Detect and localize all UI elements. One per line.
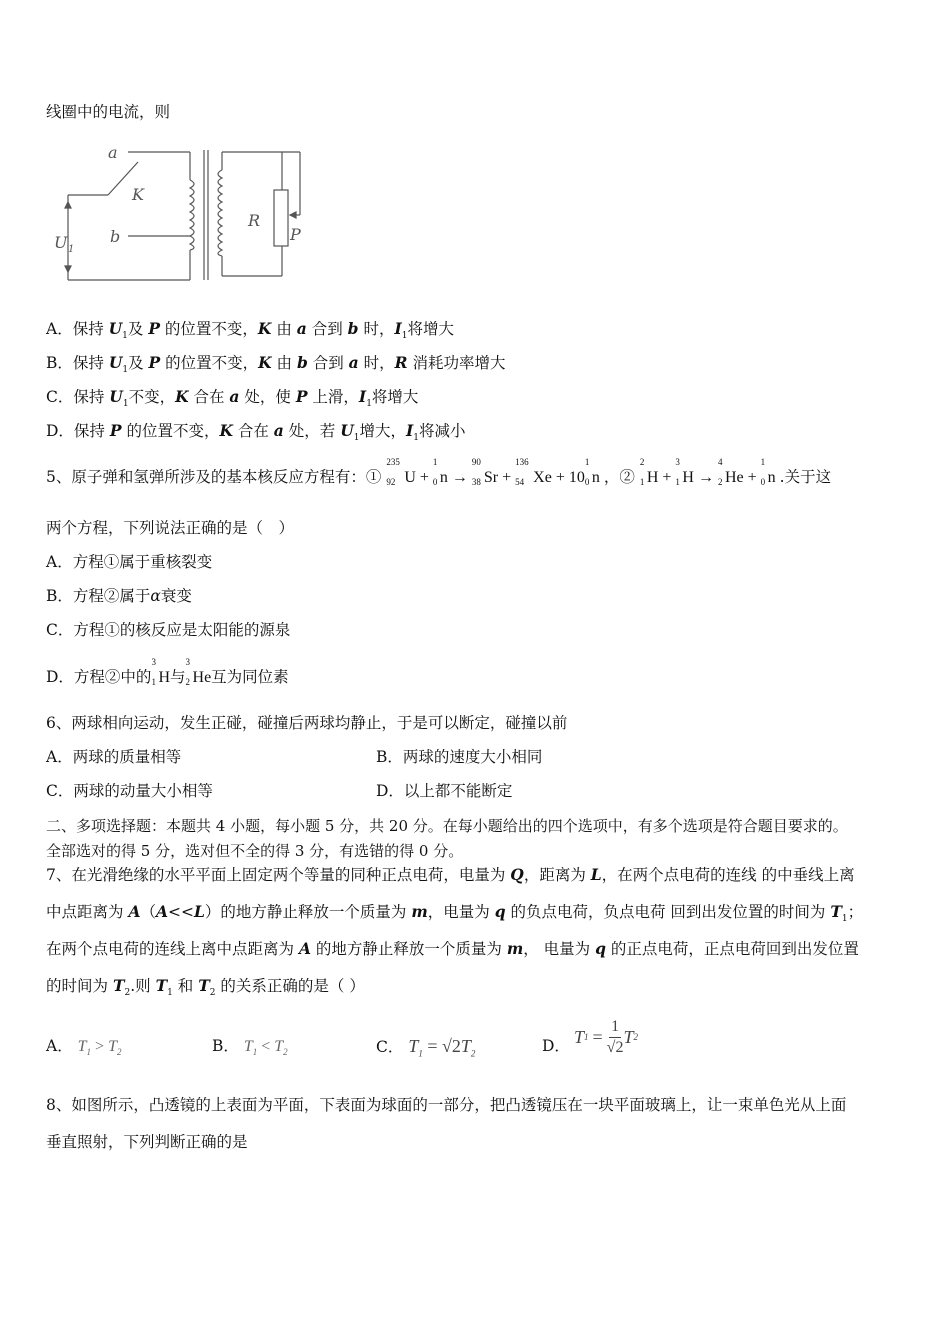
q5-stem-line2: 两个方程，下列说法正确的是（ ）	[46, 519, 295, 537]
q7-stem-line4: 的时间为 $T_2$.则 $T_1$ 和 $T_2$ 的关系正确的是（ ）	[46, 976, 365, 999]
q7-option-b: B． $T_1 < T_2$	[212, 1037, 288, 1058]
label-b: b	[110, 227, 121, 246]
q5-option-b: B．方程②属于α衰变	[46, 587, 192, 605]
label-K: K	[132, 185, 144, 204]
q4-option-c: C．保持 $U_1$不变，K 合在 a 处，使 P 上滑，$I_1$将增大	[46, 387, 419, 410]
q7-option-d-formula: T 1 = $\frac{1}{√2}$ T 2	[574, 1017, 638, 1056]
q7-stem-line1: 7、在光滑绝缘的水平平面上固定两个等量的同种正点电荷，电量为 Q，距离为 L，在两个点电荷的连线 的中垂线上离	[46, 865, 855, 884]
q4-option-b: B．保持 $U_1$及 P 的位置不变，K 由 b 合到 a 时，R 消耗功率增大	[46, 353, 506, 376]
section2-header-line1: 二、多项选择题：本题共 4 小题，每小题 5 分，共 20 分。在每小题给出的四个选项中，有多个选项是符合题目要求的。	[46, 817, 848, 835]
transformer-circuit-diagram	[50, 140, 310, 290]
q8-stem-line1: 8、如图所示，凸透镜的上表面为平面，下表面为球面的一部分，把凸透镜压在一块平面玻璃上，让一束单色光从上面	[46, 1096, 847, 1114]
q5-option-c: C．方程①的核反应是太阳能的源泉	[46, 621, 291, 639]
circuit-figure	[50, 140, 310, 294]
q6-option-a: A．两球的质量相等	[46, 748, 182, 766]
equation-2: 2 1 H + 3 1 H → 4 2 He + 1 0 n	[639, 457, 776, 488]
q5-option-d: D．方程②中的 3 1 H与 3 2 He互为同位素	[46, 657, 289, 687]
q7-option-d: D．	[542, 1037, 570, 1055]
q6-stem: 6、两球相向运动，发生正碰，碰撞后两球均静止，于是可以断定，碰撞以前	[46, 714, 568, 732]
equation-1: 235 92 U + 1 0 n → 90 38 Sr + 136 54 Xe + 10 1 0 n	[386, 457, 600, 488]
q4-option-a: A．保持 $U_1$及 P 的位置不变，K 由 a 合到 b 时，$I_1$将增大	[46, 319, 454, 342]
section2-header-line2: 全部选对的得 5 分，选对但不全的得 3 分，有选错的得 0 分。	[46, 842, 464, 860]
label-P: P	[290, 225, 301, 244]
q5-stem-line1: 5、原子弹和氢弹所涉及的基本核反应方程有：① 235 92 U + 1 0 n → 90 38 Sr + 136 54 Xe + 10 1 0 n ，② 2 1 H + 3 1 H → 4 2 He + 1 0 n .关于这	[46, 457, 832, 488]
label-a: a	[108, 143, 118, 162]
q7-option-c: C． $T_1 = √2T_2$	[376, 1036, 476, 1059]
q7-stem-line3: 在两个点电荷的连线上离中点距离为 A 的地方静止释放一个质量为 m， 电量为 q 的正点电荷，正点电荷回到出发位置	[46, 939, 859, 958]
intro-text: 线圈中的电流，则	[46, 103, 171, 121]
q6-option-b: B．两球的速度大小相同	[376, 748, 543, 766]
label-U: U	[54, 233, 68, 252]
q5-option-a: A．方程①属于重核裂变	[46, 553, 213, 571]
q6-option-d: D．以上都不能断定	[376, 782, 513, 800]
label-U-sub: 1	[68, 244, 75, 255]
label-R: R	[248, 211, 261, 230]
q4-option-d: D．保持 P 的位置不变，K 合在 a 处，若 $U_1$增大，$I_1$将减小	[46, 421, 466, 444]
q7-option-a: A． $T_1 > T_2$	[46, 1037, 122, 1058]
q8-stem-line2: 垂直照射，下列判断正确的是	[46, 1133, 248, 1151]
q6-option-c: C．两球的动量大小相等	[46, 782, 213, 800]
q7-stem-line2: 中点距离为 A（A<<L）的地方静止释放一个质量为 m，电量为 q 的负点电荷，负点电荷 回到出发位置的时间为 $T_1$；	[46, 902, 864, 925]
